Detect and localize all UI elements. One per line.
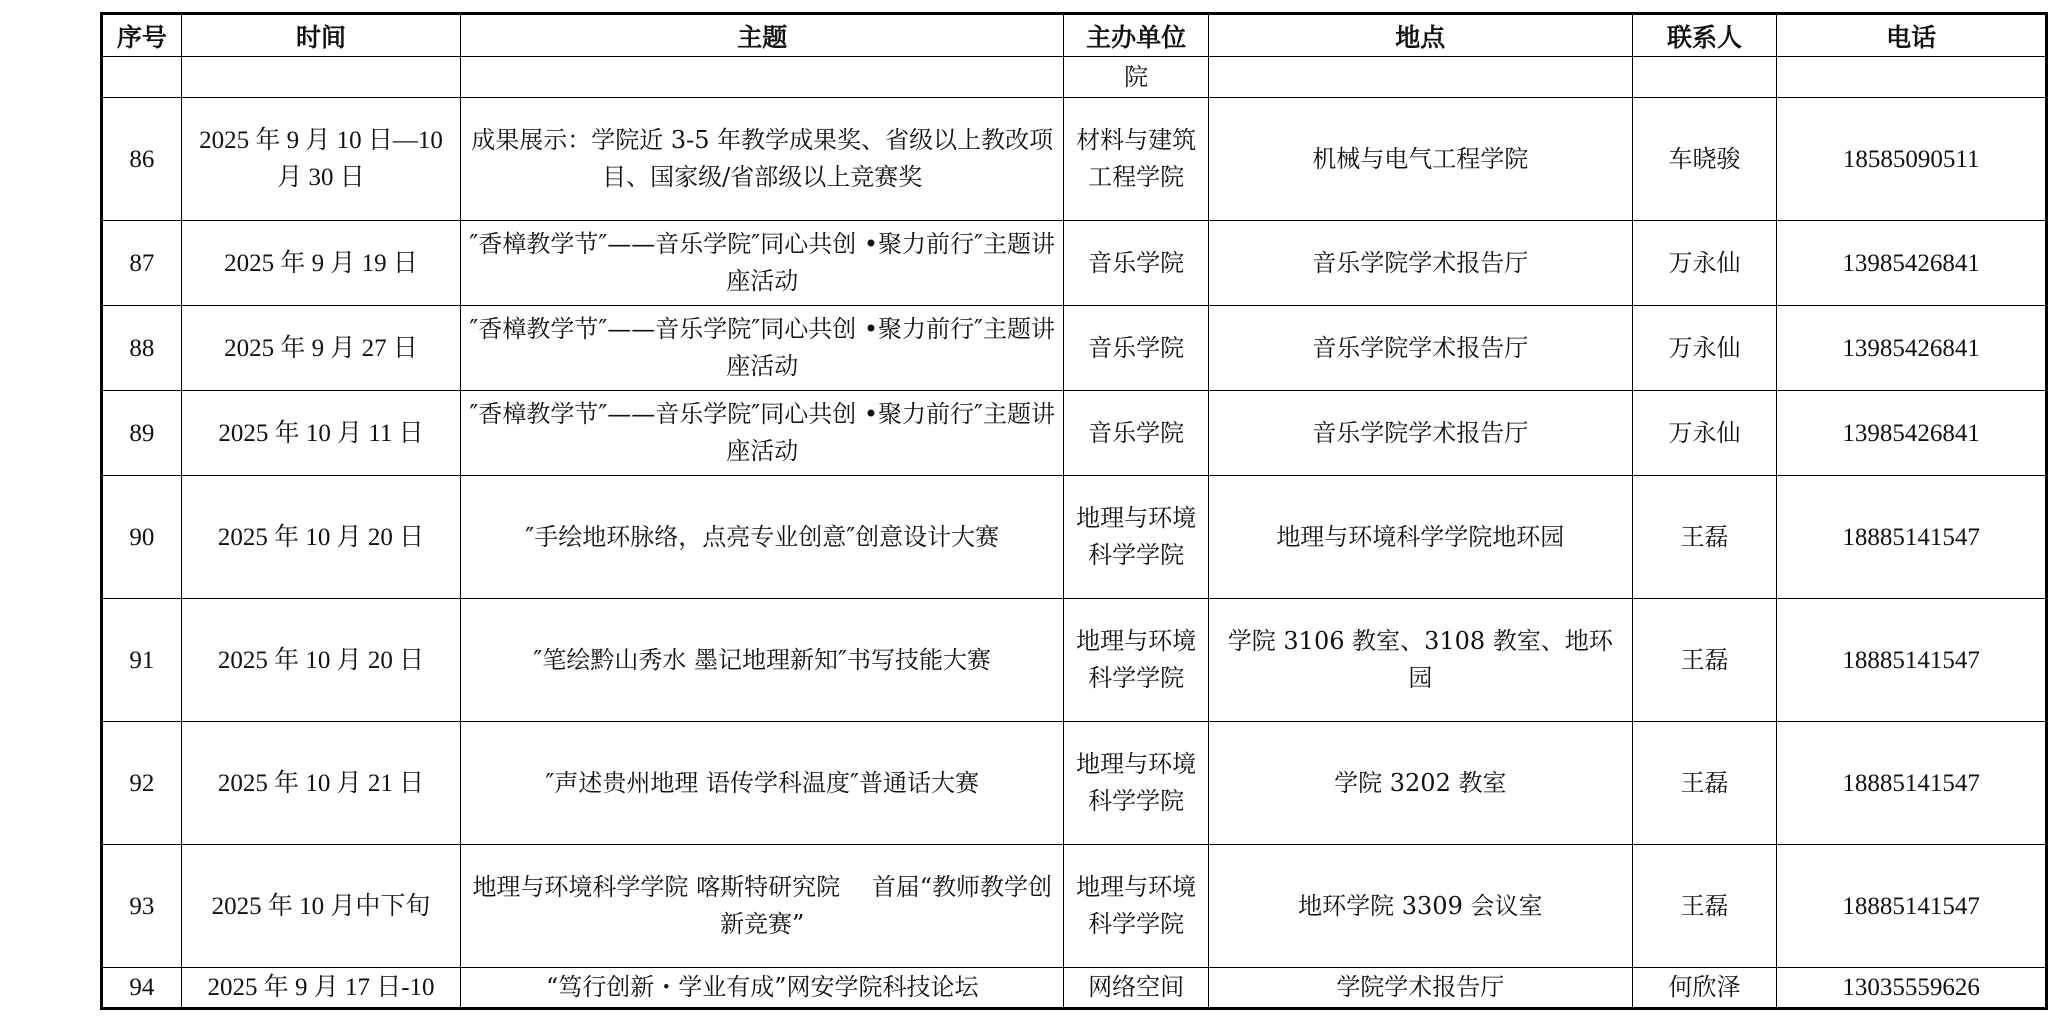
- activity-table: [100, 12, 2048, 1010]
- row-place: 地环学院 3309 会议室: [1208, 845, 1632, 968]
- row-number: 92: [102, 722, 182, 845]
- row-place: 音乐学院学术报告厅: [1208, 306, 1632, 391]
- row-phone: 18585090511: [1777, 98, 2047, 221]
- row-place: 学院学术报告厅: [1208, 968, 1632, 1009]
- row-contact: 王磊: [1632, 476, 1777, 599]
- row-contact: [1632, 57, 1777, 98]
- row-number: 89: [102, 391, 182, 476]
- row-topic: 地理与环境科学学院 喀斯特研究院 首届“教师教学创新竞赛”: [461, 845, 1064, 968]
- table-row: [102, 968, 2047, 1009]
- row-topic: ″香樟教学节″——音乐学院″同心共创 •聚力前行″主题讲座活动: [461, 221, 1064, 306]
- row-contact: 王磊: [1632, 599, 1777, 722]
- row-time: 2025 年 9 月 27 日: [181, 306, 460, 391]
- row-place: 音乐学院学术报告厅: [1208, 391, 1632, 476]
- row-topic: ″香樟教学节″——音乐学院″同心共创 •聚力前行″主题讲座活动: [461, 306, 1064, 391]
- row-phone: 13985426841: [1777, 221, 2047, 306]
- table-row: [102, 599, 2047, 722]
- row-organizer: 音乐学院: [1064, 221, 1209, 306]
- row-topic: ″声述贵州地理 语传学科温度″普通话大赛: [461, 722, 1064, 845]
- row-organizer: 院: [1064, 57, 1209, 98]
- row-topic: ″笔绘黔山秀水 墨记地理新知″书写技能大赛: [461, 599, 1064, 722]
- row-phone: 18885141547: [1777, 599, 2047, 722]
- row-organizer: 地理与环境科学学院: [1064, 722, 1209, 845]
- row-phone: 18885141547: [1777, 845, 2047, 968]
- row-time: 2025 年 10 月 11 日: [181, 391, 460, 476]
- row-number: 86: [102, 98, 182, 221]
- row-topic: 成果展示：学院近 3-5 年教学成果奖、省级以上教改项目、国家级/省部级以上竞赛奖: [461, 98, 1064, 221]
- row-contact: 王磊: [1632, 845, 1777, 968]
- header-topic: 主题: [461, 14, 1064, 57]
- row-contact: 车晓骏: [1632, 98, 1777, 221]
- row-phone: 18885141547: [1777, 722, 2047, 845]
- table-row: [102, 722, 2047, 845]
- row-topic: [461, 57, 1064, 98]
- row-phone: 13985426841: [1777, 391, 2047, 476]
- header-place: 地点: [1208, 14, 1632, 57]
- table-body: [102, 57, 2047, 1009]
- row-topic: ″手绘地环脉络，点亮专业创意″创意设计大赛: [461, 476, 1064, 599]
- table-header-row: [102, 14, 2047, 57]
- row-phone: 13035559626: [1777, 968, 2047, 1009]
- row-contact: 王磊: [1632, 722, 1777, 845]
- table-row: [102, 221, 2047, 306]
- row-phone: 13985426841: [1777, 306, 2047, 391]
- row-place: 地理与环境科学学院地环园: [1208, 476, 1632, 599]
- row-organizer: 地理与环境科学学院: [1064, 845, 1209, 968]
- row-time: 2025 年 9 月 10 日—10 月 30 日: [181, 98, 460, 221]
- row-contact: 万永仙: [1632, 221, 1777, 306]
- table-row: [102, 306, 2047, 391]
- row-organizer: 地理与环境科学学院: [1064, 476, 1209, 599]
- row-number: 87: [102, 221, 182, 306]
- header-phone: 电话: [1777, 14, 2047, 57]
- row-time: 2025 年 10 月 20 日: [181, 476, 460, 599]
- row-contact: 万永仙: [1632, 306, 1777, 391]
- row-time: 2025 年 9 月 17 日-10: [181, 968, 460, 1009]
- row-number: 88: [102, 306, 182, 391]
- table-row: [102, 391, 2047, 476]
- row-time: 2025 年 10 月 20 日: [181, 599, 460, 722]
- table-row: [102, 57, 2047, 98]
- row-place: 学院 3202 教室: [1208, 722, 1632, 845]
- row-place: 音乐学院学术报告厅: [1208, 221, 1632, 306]
- row-place: 学院 3106 教室、3108 教室、地环园: [1208, 599, 1632, 722]
- row-contact: 何欣泽: [1632, 968, 1777, 1009]
- row-organizer: 音乐学院: [1064, 391, 1209, 476]
- row-topic: ″香樟教学节″——音乐学院″同心共创 •聚力前行″主题讲座活动: [461, 391, 1064, 476]
- row-time: 2025 年 10 月中下旬: [181, 845, 460, 968]
- header-no: 序号: [102, 14, 182, 57]
- table-row: [102, 98, 2047, 221]
- row-number: 90: [102, 476, 182, 599]
- table-row: [102, 476, 2047, 599]
- row-place: [1208, 57, 1632, 98]
- row-time: 2025 年 10 月 21 日: [181, 722, 460, 845]
- row-number: 94: [102, 968, 182, 1009]
- row-organizer: 材料与建筑工程学院: [1064, 98, 1209, 221]
- header-contact: 联系人: [1632, 14, 1777, 57]
- row-phone: [1777, 57, 2047, 98]
- row-organizer: 音乐学院: [1064, 306, 1209, 391]
- row-organizer: 地理与环境科学学院: [1064, 599, 1209, 722]
- row-phone: 18885141547: [1777, 476, 2047, 599]
- row-time: [181, 57, 460, 98]
- row-number: 93: [102, 845, 182, 968]
- row-number: [102, 57, 182, 98]
- row-topic: “笃行创新・学业有成”网安学院科技论坛: [461, 968, 1064, 1009]
- row-contact: 万永仙: [1632, 391, 1777, 476]
- header-time: 时间: [181, 14, 460, 57]
- table-row: [102, 845, 2047, 968]
- row-organizer: 网络空间: [1064, 968, 1209, 1009]
- header-organizer: 主办单位: [1064, 14, 1209, 57]
- row-time: 2025 年 9 月 19 日: [181, 221, 460, 306]
- row-place: 机械与电气工程学院: [1208, 98, 1632, 221]
- row-number: 91: [102, 599, 182, 722]
